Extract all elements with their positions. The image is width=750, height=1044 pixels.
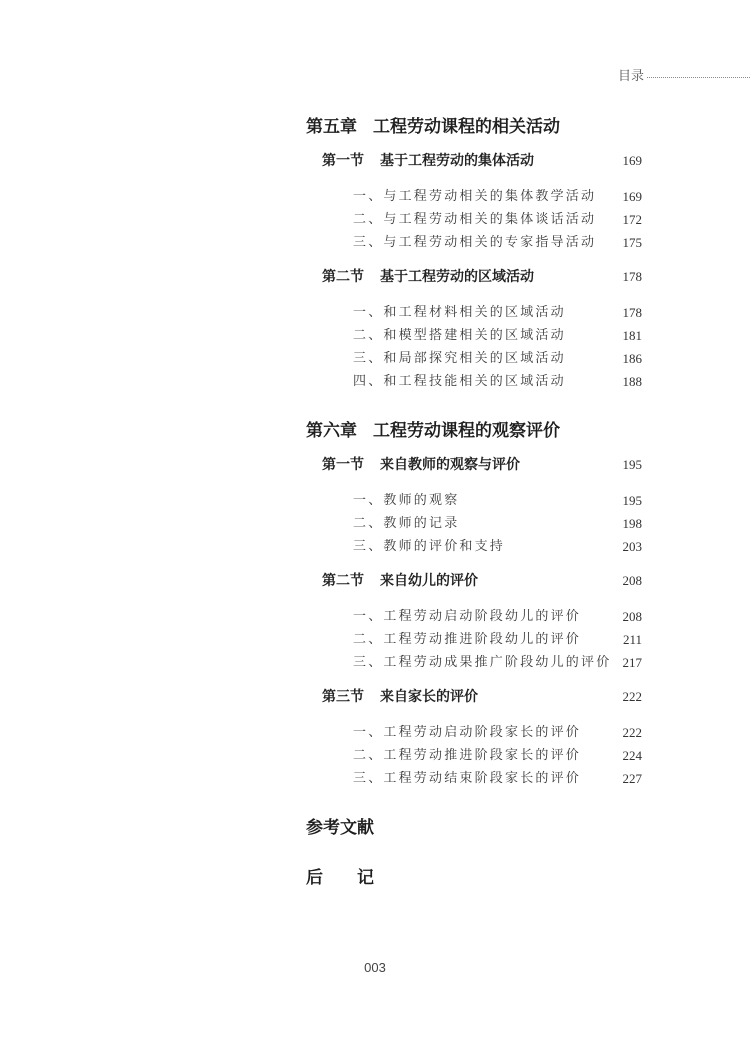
page-number: 186 — [622, 351, 642, 366]
toc-item[interactable] — [353, 234, 642, 251]
section-number: 第二节 — [322, 573, 364, 589]
chapter-number: 第六章 — [306, 421, 357, 441]
page-number: 169 — [622, 189, 642, 204]
page-number: 211 — [622, 632, 642, 647]
section-entry[interactable] — [322, 456, 642, 474]
page-number: 175 — [622, 235, 642, 250]
toc-item-title: 一、工程劳动启动阶段家长的评价 — [353, 725, 582, 740]
page-number: 195 — [622, 457, 642, 472]
toc-item[interactable] — [353, 724, 642, 741]
toc-item-title: 四、和工程技能相关的区域活动 — [353, 374, 566, 389]
page-folio: 003 — [364, 960, 386, 975]
toc-item[interactable] — [353, 770, 642, 787]
toc-item[interactable] — [353, 304, 642, 321]
toc-item[interactable] — [353, 492, 642, 509]
page-number: 224 — [622, 748, 642, 763]
toc-item-title: 一、工程劳动启动阶段幼儿的评价 — [353, 609, 582, 624]
toc-item[interactable] — [353, 327, 642, 344]
toc-item-title: 二、和模型搭建相关的区域活动 — [353, 328, 566, 343]
section-title: 来自幼儿的评价 — [380, 573, 478, 589]
chapter-number: 第五章 — [306, 117, 357, 137]
back-matter-title: 参考文献 — [306, 818, 374, 838]
toc-item[interactable] — [353, 631, 642, 648]
toc-item[interactable] — [353, 747, 642, 764]
toc-item[interactable] — [353, 608, 642, 625]
section-number: 第一节 — [322, 153, 364, 169]
toc-item-title: 三、教师的评价和支持 — [353, 539, 506, 554]
section-entry[interactable] — [322, 152, 642, 170]
page-number: 195 — [622, 493, 642, 508]
section-number: 第一节 — [322, 457, 364, 473]
section-title: 基于工程劳动的集体活动 — [380, 153, 534, 169]
back-matter-title: 后 记 — [306, 868, 374, 888]
section-entry[interactable] — [322, 572, 642, 590]
chapter-heading[interactable] — [306, 117, 560, 137]
running-header-title: 目录 — [618, 68, 645, 84]
page-number: 172 — [622, 212, 642, 227]
chapter-title: 工程劳动课程的相关活动 — [373, 117, 560, 137]
page-number: 178 — [622, 305, 642, 320]
toc-item-title: 三、工程劳动结束阶段家长的评价 — [353, 771, 582, 786]
toc-item-title: 二、教师的记录 — [353, 516, 460, 531]
toc-item[interactable] — [353, 373, 642, 390]
chapter-heading[interactable] — [306, 421, 560, 441]
page-number: 169 — [622, 153, 642, 168]
toc-item[interactable] — [353, 350, 642, 367]
toc-item[interactable] — [353, 211, 642, 228]
page-number: 208 — [622, 609, 642, 624]
back-matter-references[interactable] — [306, 818, 374, 838]
toc-item-title: 一、和工程材料相关的区域活动 — [353, 305, 566, 320]
page-number: 227 — [622, 771, 642, 786]
toc-item-title: 三、工程劳动成果推广阶段幼儿的评价 — [353, 655, 612, 670]
toc-item[interactable] — [353, 538, 642, 555]
page-number: 203 — [622, 539, 642, 554]
section-entry[interactable] — [322, 688, 642, 706]
toc-item-title: 一、教师的观察 — [353, 493, 460, 508]
toc-item-title: 二、工程劳动推进阶段幼儿的评价 — [353, 632, 582, 647]
back-matter-afterword[interactable] — [306, 868, 374, 888]
section-number: 第二节 — [322, 269, 364, 285]
section-title: 来自教师的观察与评价 — [380, 457, 520, 473]
section-title: 基于工程劳动的区域活动 — [380, 269, 534, 285]
toc-item[interactable] — [353, 515, 642, 532]
toc-item[interactable] — [353, 188, 642, 205]
page-number: 222 — [622, 689, 642, 704]
page-number: 198 — [622, 516, 642, 531]
toc-item[interactable] — [353, 654, 642, 671]
section-title: 来自家长的评价 — [380, 689, 478, 705]
page-number: 188 — [622, 374, 642, 389]
section-number: 第三节 — [322, 689, 364, 705]
page-number: 181 — [622, 328, 642, 343]
toc-item-title: 三、和局部探究相关的区域活动 — [353, 351, 566, 366]
section-entry[interactable] — [322, 268, 642, 286]
toc-item-title: 二、工程劳动推进阶段家长的评价 — [353, 748, 582, 763]
page-number: 208 — [622, 573, 642, 588]
chapter-title: 工程劳动课程的观察评价 — [373, 421, 560, 441]
toc-item-title: 一、与工程劳动相关的集体教学活动 — [353, 189, 597, 204]
page-number: 178 — [622, 269, 642, 284]
toc-item-title: 三、与工程劳动相关的专家指导活动 — [353, 235, 597, 250]
page-number: 222 — [622, 725, 642, 740]
page-number: 217 — [622, 655, 642, 670]
toc-item-title: 二、与工程劳动相关的集体谈话活动 — [353, 212, 597, 227]
